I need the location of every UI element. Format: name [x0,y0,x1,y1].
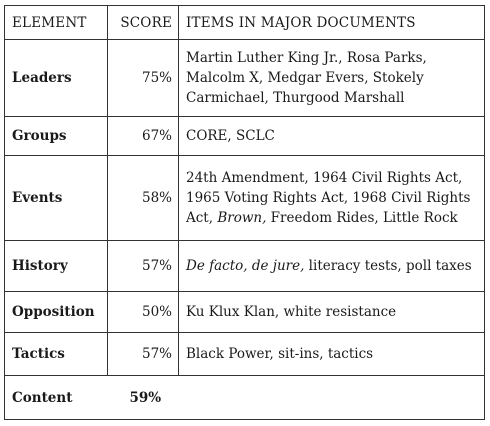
items-text: Martin Luther King Jr., Rosa Parks, Malcolm X, Medgar Evers, Stokely Carmichael, Thurgood Marshall [186,50,427,106]
items-text: Freedom Rides, Little Rock [266,210,458,226]
score-cell: 75% [108,40,179,117]
items-text-italic: De facto, de jure, [186,258,305,274]
header-items: ITEMS IN MAJOR DOCUMENTS [179,6,485,40]
header-element: ELEMENT [5,6,108,40]
table-body [5,40,485,420]
items-text: Ku Klux Klan, white resistance [186,304,397,320]
items-text-italic: Brown, [217,210,267,226]
score-cell: 67% [108,117,179,156]
items-cell [179,40,485,117]
items-cell [179,156,485,241]
civil-rights-content-table-container [4,5,484,420]
items-text: literacy tests, poll taxes [304,258,472,274]
total-items-empty [179,376,485,420]
element-cell: Tactics [5,333,108,376]
items-cell [179,333,485,376]
table-header [5,6,485,40]
items-text: CORE, SCLC [186,128,275,144]
element-cell: Leaders [5,40,108,117]
total-label: Content [5,376,108,420]
total-row [5,376,485,420]
score-cell: 58% [108,156,179,241]
score-cell: 57% [108,333,179,376]
table-row [5,156,485,241]
items-cell [179,241,485,292]
items-text: Black Power, sit-ins, tactics [186,346,374,362]
element-cell: History [5,241,108,292]
table-row [5,117,485,156]
content-score-table [4,5,485,420]
table-row [5,40,485,117]
items-cell [179,117,485,156]
table-row [5,292,485,333]
items-cell [179,292,485,333]
element-cell: Groups [5,117,108,156]
items-text: 24th Amendment, 1964 Civil Rights Act, 1965 Voting Rights Act, 1968 Civil Rights Act, [186,170,471,226]
header-score: SCORE [108,6,179,40]
element-cell: Opposition [5,292,108,333]
element-cell: Events [5,156,108,241]
score-cell: 57% [108,241,179,292]
total-score: 59% [129,389,162,406]
header-row [5,6,485,40]
table-row [5,333,485,376]
table-row [5,241,485,292]
score-cell: 50% [108,292,179,333]
